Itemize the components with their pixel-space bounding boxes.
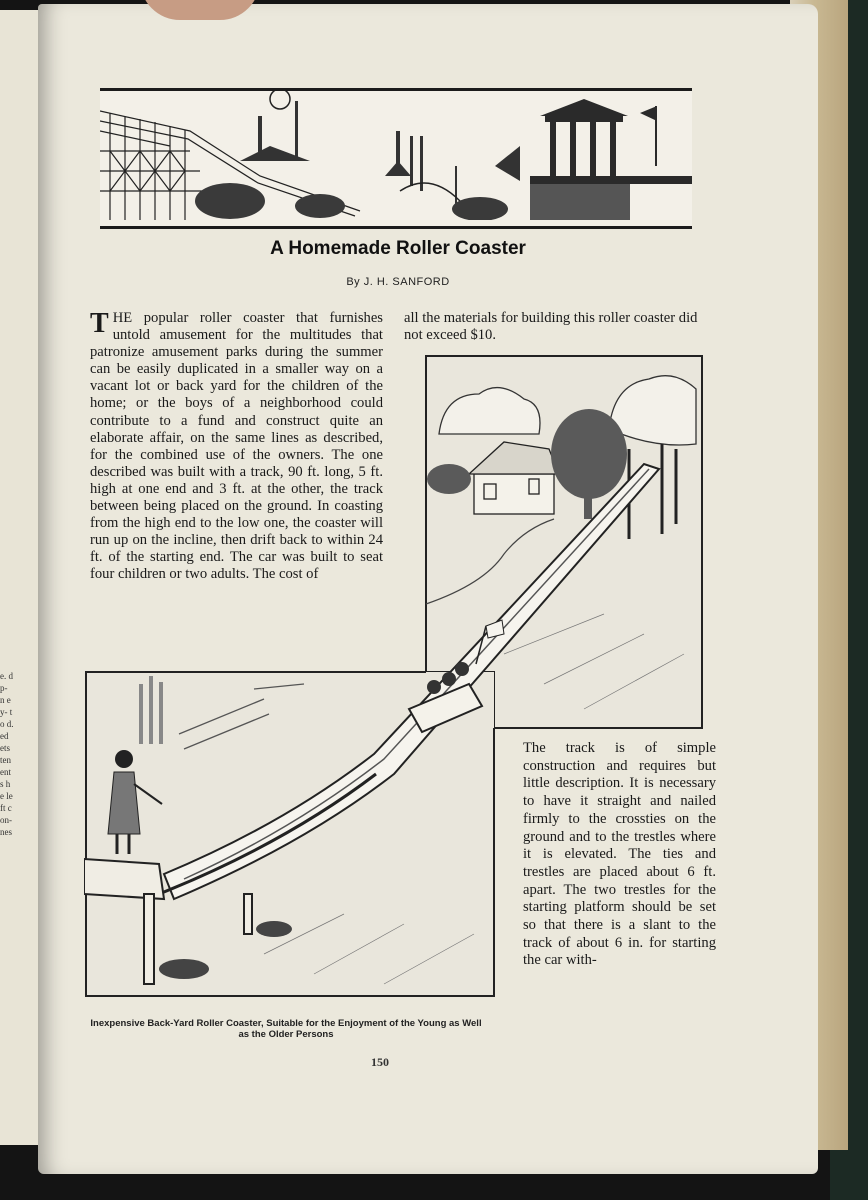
- amusement-park-header-illustration: [100, 88, 692, 229]
- drop-cap: T: [90, 308, 109, 339]
- article-text-right-bottom: The track is of simple construction and requires but little description. It is necessary to have it straight and nailed firmly to the crossties on the ground and to the trestles where it is elevated. The ties and trestles are placed about 6 ft. apart. The two trestles for the starting platform should be set so that there is a slant to the track of about 6 in. for starting the car with-: [523, 740, 716, 969]
- article-title: A Homemade Roller Coaster: [270, 238, 526, 259]
- article-text-right-top: all the materials for building this roller coaster did not exceed $10.: [404, 310, 698, 344]
- amusement-park-drawing: [100, 91, 692, 220]
- left-page-edge-text: e. d p- n e y- to d. ed ets ten ents he left con- nes: [0, 671, 14, 837]
- article-text-left: HE popular roller coaster that furnishes untold amusement for the multitudes that patronize amusement parks during the summer can be easily duplicated in a smaller way on a vacant lot or back yard for the children of the home; or the boys of a neighborhood could contribute to a fund and construct quite an elaborate affair, on the same lines as described, for the combined use of the owners. The one described was built with a track, 90 ft. long, 5 ft. high at one end and 3 ft. at the other, the track between being placed on the ground. In coasting from the high end to the low one, the coaster will run up on the incline, then drift back to within 24 ft. of the starting end. The car was built to seat four children or two adults. The cost of: [90, 310, 383, 583]
- article-byline: By J. H. SANFORD: [346, 276, 450, 288]
- page-number: 150: [371, 1055, 389, 1069]
- illustration-caption: Inexpensive Back-Yard Roller Coaster, Suitable for the Enjoyment of the Young as Well as the Older Persons: [90, 1018, 482, 1040]
